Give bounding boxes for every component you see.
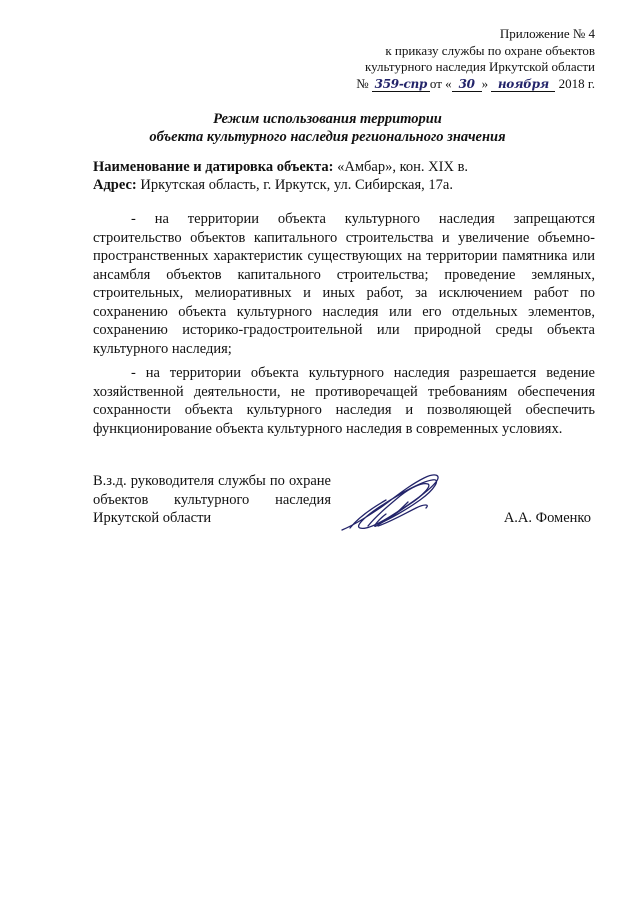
object-name-value: «Амбар», кон. XIX в. xyxy=(337,159,469,175)
order-from-label: от « xyxy=(429,75,452,91)
title-line-2: объекта культурного наследия регионального значения xyxy=(149,129,506,145)
signatory-role: В.з.д. руководителя службы по охране объектов культурного наследия Иркутской области xyxy=(93,473,331,526)
title-line-1: Режим использования территории xyxy=(213,111,442,127)
signatory-name: А.А. Фоменко xyxy=(503,510,591,526)
order-day-field xyxy=(452,77,482,92)
order-number-field xyxy=(372,77,430,92)
order-line xyxy=(295,76,595,93)
appendix-organization: культурного наследия Иркутской области xyxy=(364,59,595,74)
object-address-value: Иркутская область, г. Иркутск, ул. Сибирская, 17а. xyxy=(140,177,453,193)
object-address-label: Адрес: xyxy=(93,177,137,193)
object-name-row xyxy=(93,158,595,176)
appendix-order-ref: к приказу службы по охране объектов xyxy=(385,42,595,58)
order-quote-close: » xyxy=(481,75,489,91)
order-month-field xyxy=(491,77,555,92)
order-number-handwritten: 359-спр xyxy=(374,76,428,91)
signature-image xyxy=(338,468,458,538)
object-name-label: Наименование и датировка объекта: xyxy=(93,159,334,175)
order-year: 2018 г. xyxy=(558,75,595,91)
order-number-prefix: № xyxy=(356,75,369,91)
order-month-handwritten: ноября xyxy=(497,76,549,91)
order-day-handwritten: 30 xyxy=(458,76,475,91)
restrictions-paragraph: - на территории объекта культурного наследия запрещаются строительство объектов капитального строительства и увеличение объемно-пространственных характеристик существующих на территории памятника или ансамбля объектов капитального строительства; проведение земляных, строительных, мелиоративных и иных работ, за исключением работ по сохранению объекта культурного наследия или его отдельных элементов, сохранению историко-градостроительной или природной среды объекта культурного наследия; xyxy=(93,211,595,357)
object-address-row xyxy=(93,176,595,194)
object-info xyxy=(93,158,595,194)
appendix-header xyxy=(295,26,595,92)
document-title xyxy=(60,110,595,146)
permissions-paragraph: - на территории объекта культурного наследия разрешается ведение хозяйственной деятельности, не противоречащей требованиям обеспечения сохранности объекта культурного наследия и позволяющей обеспечить функционирование объекта культурного наследия в современных условиях. xyxy=(93,365,595,437)
appendix-number: Приложение № 4 xyxy=(499,26,595,41)
